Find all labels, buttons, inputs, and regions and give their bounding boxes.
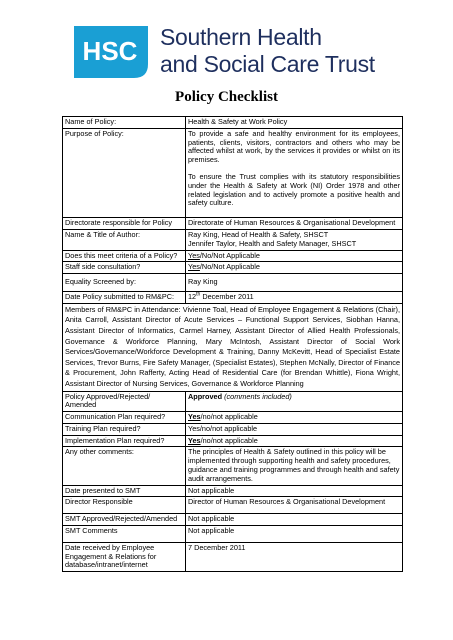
director-value: Director of Human Resources & Organisational Development [186,497,403,514]
members-value: Members of RM&PC in Attendance: Vivienne Toal, Head of Employee Engagement & Relations (Chair), Anita Carroll, Assistant Director of Acute Services – Functional Support Services, Siobhan Hanna, Assistant Director of Informatics, Carmel Harney, Assistant Director of Allied Health Professionals, Governance & Workforce Planning, Mary McIntosh, Assistant Director of Social Work Services/Governance/Workforce Development & Training, Danny McKevitt, Head of Specialist Estate Services, Trevor Burns, Fire Safety Manager, (Specialist Estates), Stephen McNally, Director of Finance & Procurement, John Rafferty, Acting Head of Residential Care (for Brendan Whittle), Fiona Wright, Assistant Director of Nursing Services, Governance & Workforce Planning [63,303,403,391]
table-row [63,274,403,292]
criteria-rest: /No/Not Applicable [199,250,260,260]
implementation-rest: /no/not applicable [200,435,258,445]
received-value: 7 December 2011 [186,542,403,571]
table-row [63,514,403,526]
communication-value [186,412,403,424]
communication-rest: /no/not applicable [200,412,258,422]
author-line-2: Jennifer Taylor, Health and Safety Manager, SHSCT [188,238,357,248]
submitted-value [186,291,403,303]
table-row [63,526,403,543]
organisation-name-line2: and Social Care Trust [160,51,375,77]
hsc-logo [70,22,152,82]
table-row [63,435,403,447]
page-title: Policy Checklist [175,89,278,105]
training-label: Training Plan required? [63,423,186,435]
implementation-label: Implementation Plan required? [63,435,186,447]
received-label: Date received by Employee Engagement & Relations for database/intranet/internet [63,542,186,571]
purpose-paragraph-1: To provide a safe and healthy environment for its employees, patients, clients, visitors, contractors and others who may be affected whilst at work, by the services it provides or whilst on its premises. [188,128,400,165]
organisation-name-line1: Southern Health [160,24,322,50]
smt-date-label: Date presented to SMT [63,485,186,497]
table-row [63,485,403,497]
policy-checklist-table [62,116,403,572]
approved-note: (comments included) [222,391,292,401]
name-value: Health & Safety at Work Policy [186,117,403,129]
communication-yes: Yes [188,412,201,422]
smt-comments-value: Not applicable [186,526,403,543]
author-label: Name & Title of Author: [63,229,186,250]
logo-text: HSC [82,36,138,66]
submitted-suffix: th [196,291,201,298]
other-comments-label: Any other comments: [63,447,186,485]
table-row [63,447,403,485]
smt-date-value: Not applicable [186,485,403,497]
name-label: Name of Policy: [63,117,186,129]
table-row [63,128,403,217]
table-row [63,218,403,230]
table-row [63,497,403,514]
table-row [63,391,403,412]
table-row [63,291,403,303]
approved-status: Approved [188,391,223,401]
table-row [63,262,403,274]
implementation-value [186,435,403,447]
smt-comments-label: SMT Comments [63,526,186,543]
table-row [63,303,403,391]
staff-label: Staff side consultation? [63,262,186,274]
table-row [63,423,403,435]
director-label: Director Responsible [63,497,186,514]
table-row [63,250,403,262]
criteria-label: Does this meet criteria of a Policy? [63,250,186,262]
staff-rest: /No/Not Applicable [199,262,260,272]
communication-label: Communication Plan required? [63,412,186,424]
approved-label: Policy Approved/Rejected/ Amended [63,391,186,412]
directorate-label: Directorate responsible for Policy [63,218,186,230]
criteria-yes: Yes [188,250,200,260]
table-row [63,229,403,250]
table-row [63,412,403,424]
approved-value [186,391,403,412]
table-row [63,117,403,129]
organisation-name [160,24,375,78]
submitted-label: Date Policy submitted to RM&PC: [63,291,186,303]
smt-status-label: SMT Approved/Rejected/Amended [63,514,186,526]
author-line-1: Ray King, Head of Health & Safety, SHSCT [188,229,329,239]
directorate-value: Directorate of Human Resources & Organisational Development [186,218,403,230]
equality-value: Ray King [186,274,403,292]
staff-value [186,262,403,274]
staff-yes: Yes [188,262,200,272]
implementation-yes: Yes [188,435,201,445]
criteria-value [186,250,403,262]
training-value: Yes/no/not applicable [186,423,403,435]
purpose-label: Purpose of Policy: [63,128,186,217]
author-value [186,229,403,250]
equality-label: Equality Screened by: [63,274,186,292]
submitted-rest: December 2011 [200,291,254,301]
table-row [63,542,403,571]
purpose-value [186,128,403,217]
smt-status-value: Not applicable [186,514,403,526]
other-comments-value: The principles of Health & Safety outlined in this policy will be implemented through supporting health and safety procedures, guidance and training programmes and through health and safety audit arrangements. [186,447,403,485]
submitted-day: 12 [188,291,197,301]
purpose-paragraph-2: To ensure the Trust complies with its statutory responsibilities under the Health & Safety at Work (NI) Order 1978 and other related legislation and to actively promote a positive health and safety culture. [188,171,400,208]
